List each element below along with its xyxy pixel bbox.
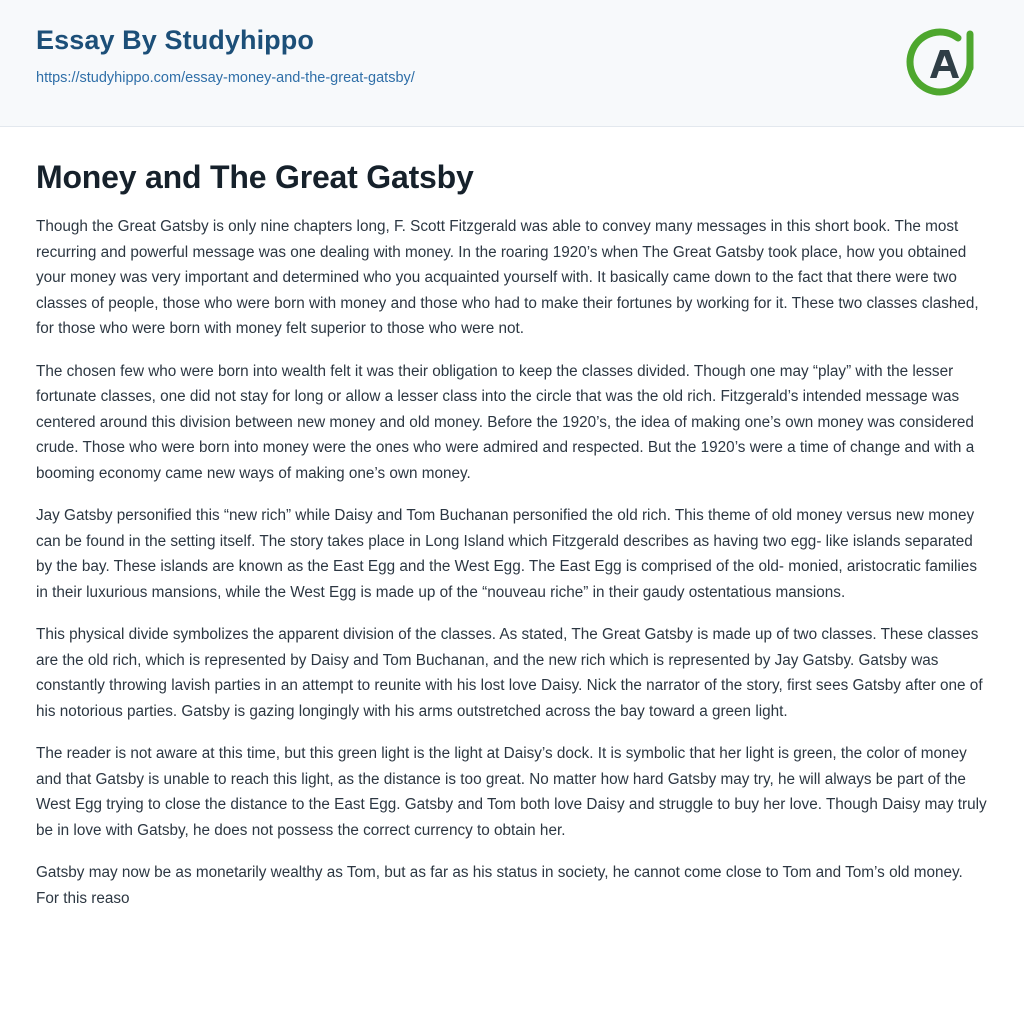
paragraph: Gatsby may now be as monetarily wealthy as Tom, but as far as his status in society, he cannot come close to Tom and Tom’s old money. For this reaso: [36, 864, 963, 907]
page-title: Money and The Great Gatsby: [36, 159, 474, 195]
source-url[interactable]: https://studyhippo.com/essay-money-and-the-great-gatsby/: [36, 69, 415, 86]
site-header: [0, 0, 1024, 127]
paragraph: Though the Great Gatsby is only nine chapters long, F. Scott Fitzgerald was able to convey many messages in this short book. The most recurring and powerful message was one dealing with money. In the roaring 1920’s when The Great Gatsby took place, how you obtained your money was very important and determined who you acquainted yourself with. It basically came down to the fact that there were two classes of people, those who were born with money and those who had to make their fortunes by working for it. These two classes clashed, for those who were born with money felt superior to those who were not.: [36, 218, 979, 337]
paragraph: Jay Gatsby personified this “new rich” while Daisy and Tom Buchanan personified the old rich. This theme of old money versus new money can be found in the setting itself. The story takes place in Long Island which Fitzgerald describes as having two egg- like islands separated by the bay. These islands are known as the East Egg and the West Egg. The East Egg is comprised of the old- monied, aristocratic families in their luxurious mansions, while the West Egg is made up of the “nouveau riche” in their gaudy ostentatious mansions.: [36, 507, 977, 601]
brand-title: Essay By Studyhippo: [36, 25, 314, 55]
article-body: [0, 127, 1024, 911]
paragraph: This physical divide symbolizes the apparent division of the classes. As stated, The Great Gatsby is made up of two classes. These classes are the old rich, which is represented by Daisy and Tom Buchanan, and the new rich which is represented by Jay Gatsby. Gatsby was constantly throwing lavish parties in an attempt to reunite with his lost love Daisy. Nick the narrator of the story, first sees Gatsby after one of his notorious parties. Gatsby is gazing longingly with his arms outstretched across the bay toward a green light.: [36, 626, 983, 720]
studyhippo-a-logo-icon: [900, 24, 980, 104]
paragraph: The chosen few who were born into wealth felt it was their obligation to keep the classes divided. Though one may “play” with the lesser fortunate classes, one did not stay for long or allow a lesser class into the circle that was the old rich. Fitzgerald’s intended message was centered around this division between new money and old money. Before the 1920’s, the idea of making one’s own money was considered crude. Those who were born into money were the ones who were admired and respected. But the 1920’s were a time of change and with a booming economy came new ways of making one’s own money.: [36, 362, 975, 482]
paragraph: The reader is not aware at this time, but this green light is the light at Daisy’s dock. It is symbolic that her light is green, the color of money and that Gatsby is unable to reach this light, as the distance is too great. No matter how hard Gatsby may try, he will always be part of the West Egg trying to close the distance to the East Egg. Gatsby and Tom both love Daisy and struggle to buy her love. Though Daisy may truly be in love with Gatsby, he does not possess the correct currency to obtain her.: [36, 745, 987, 839]
brand-block: [36, 26, 415, 87]
